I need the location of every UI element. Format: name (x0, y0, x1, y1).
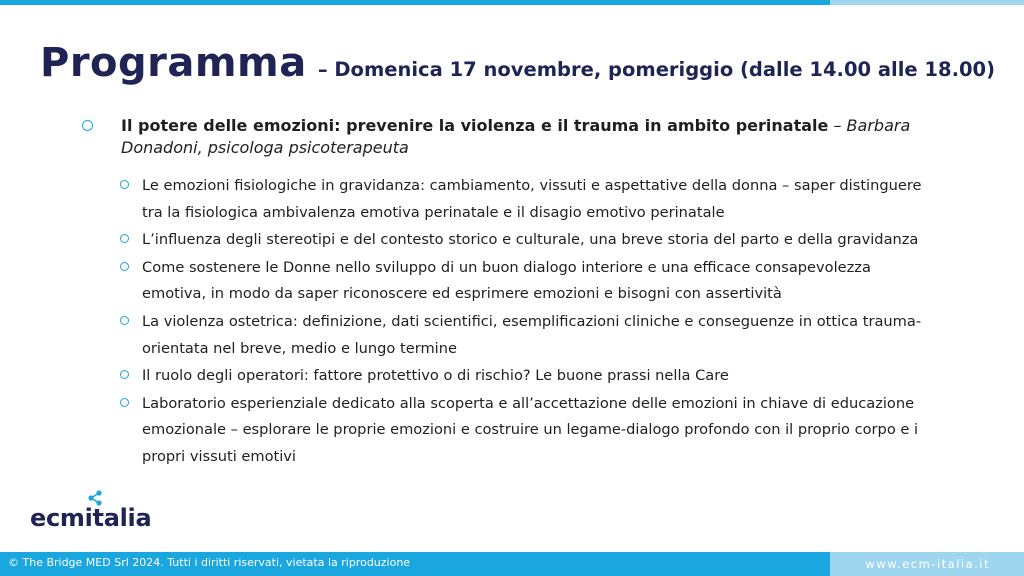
topic-text: Le emozioni fisiologiche in gravidanza: cambiamento, vissuti e aspettative della donna – saper distinguere tra la fisiologica ambivalenza emotiva perinatale e il disagio emotivo perinatale (142, 177, 922, 221)
list-item (120, 173, 935, 226)
circle-bullet-icon (120, 180, 129, 189)
topic-text: Il ruolo degli operatori: fattore protettivo o di rischio? Le buone prassi nella Care (142, 367, 729, 385)
circle-bullet-icon (82, 120, 93, 131)
list-item (120, 309, 935, 362)
list-item (120, 391, 935, 471)
topic-text: L’influenza degli stereotipi e del contesto storico e culturale, una breve storia del parto e della gravidanza (142, 231, 919, 249)
session-speaker: Barbara Donadoni, psicologa psicoterapeuta (121, 116, 911, 157)
list-item (120, 227, 935, 254)
circle-bullet-icon (120, 262, 129, 271)
program-content (82, 115, 952, 472)
footer-website-box (830, 552, 1024, 576)
session-title: Il potere delle emozioni: prevenire la violenza e il trauma in ambito perinatale (121, 116, 829, 135)
top-accent-bar-light (830, 0, 1024, 5)
main-list-item (82, 115, 952, 159)
list-item (120, 255, 935, 308)
title-row (40, 40, 995, 86)
main-item-text (121, 115, 946, 159)
page-subtitle: – Domenica 17 novembre, pomeriggio (dalle 14.00 alle 18.00) (317, 58, 996, 81)
topic-text: Come sostenere le Donne nello sviluppo di un buon dialogo interiore e una efficace consapevolezza emotiva, in modo da saper riconoscere ed esprimere emozioni e bisogni con assertività (142, 258, 871, 303)
top-accent-bar (0, 0, 1024, 5)
list-item (120, 363, 935, 390)
circle-bullet-icon (120, 398, 129, 407)
footer-bar (0, 552, 1024, 576)
footer-copyright: © The Bridge MED Srl 2024. Tutti i diritti riservati, vietata la riproduzione (8, 556, 411, 569)
logo-text: ecmitalia (30, 504, 152, 532)
footer-website-link[interactable]: www.ecm-italia.it (865, 557, 990, 571)
circle-bullet-icon (120, 370, 129, 379)
page-title: Programma (40, 40, 307, 86)
topic-text: La violenza ostetrica: definizione, dati scientifici, esemplificazioni cliniche e conseguenze in ottica trauma-orientata nel breve, medio e lungo termine (142, 312, 922, 357)
circle-bullet-icon (120, 316, 129, 325)
topic-text: Laboratorio esperienziale dedicato alla scoperta e all’accettazione delle emozioni in chiave di educazione emozionale – esplorare le proprie emozioni e costruire un legame-dialogo profondo con il proprio corpo e i propri vissuti emotivi (142, 394, 919, 465)
session-separator: – (828, 116, 847, 135)
circle-bullet-icon (120, 234, 129, 243)
topic-list (120, 173, 935, 471)
